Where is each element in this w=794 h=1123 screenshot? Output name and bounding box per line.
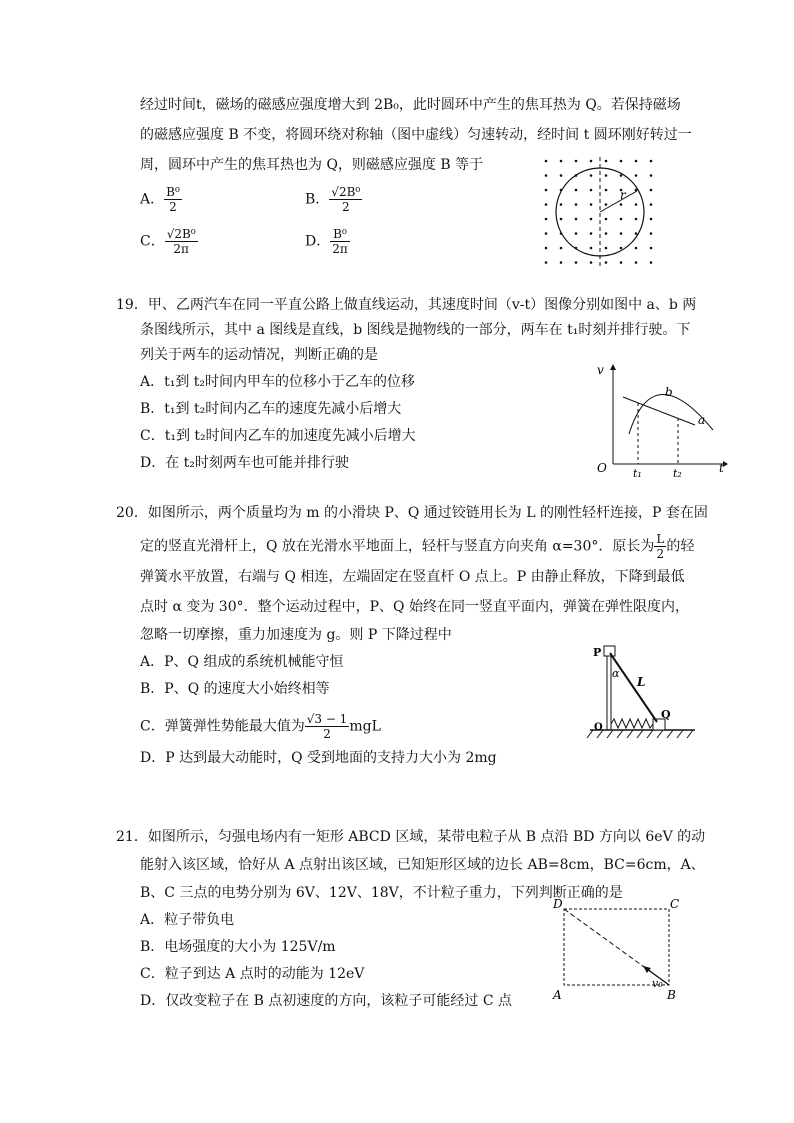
o-label: O [594, 722, 603, 733]
field-dot [605, 203, 608, 206]
alpha-label: α [612, 667, 620, 680]
v-axis-arrow [610, 364, 616, 370]
field-dot [590, 203, 593, 206]
label-c: C [670, 897, 680, 911]
q18-option-a: A． $\frac{\text{B⁰}}{2}$ [140, 185, 180, 214]
q21-option-d: D．仅改变粒子在 B 点初速度的方向，该粒子可能经过 C 点 [140, 993, 513, 1009]
field-dot [605, 247, 608, 250]
q19-option-d: D．在 t₂时刻两车也可能并排行驶 [140, 455, 349, 471]
q18-option-c: C． $\frac{\text{√2B⁰}}{2\pi}$ [140, 227, 196, 256]
q20-line-5: 忽略一切摩擦，重力加速度为 g。则 P 下降过程中 [140, 627, 452, 643]
q20-line-3: 弹簧水平放置，右端与 Q 相连，左端固定在竖直杆 O 点上。P 由静止释放，下降到最低 [140, 569, 685, 585]
q18-line-3: 周，圆环中产生的焦耳热也为 Q，则磁感应强度 B 等于 [140, 157, 484, 173]
block-p [604, 646, 615, 656]
q18-option-b: B． $\frac{\text{√2B⁰}}{2}$ [305, 185, 361, 214]
p-label: P [593, 646, 602, 659]
radius-line [600, 191, 637, 212]
field-dot [650, 232, 653, 235]
field-dot [575, 203, 578, 206]
b-label: b [665, 385, 673, 399]
field-dot [620, 261, 623, 264]
q19-option-a: A．t₁到 t₂时间内甲车的位移小于乙车的位移 [140, 374, 416, 390]
q21-option-b: B．电场强度的大小为 125V/m [140, 939, 336, 955]
field-dot [545, 189, 548, 192]
q20-mechanism-figure [585, 640, 700, 745]
label-b: B [667, 988, 676, 1002]
field-dot [545, 247, 548, 250]
field-dot [635, 218, 638, 221]
q18-line-1: 经过时间t，磁场的磁感应强度增大到 2B₀，此时圆环中产生的焦耳热为 Q。若保持磁场 [140, 97, 681, 113]
field-dot [590, 247, 593, 250]
field-dot [650, 189, 653, 192]
field-dot [635, 261, 638, 264]
field-dot [575, 189, 578, 192]
field-dot [635, 160, 638, 163]
q21-line-1: 21．如图所示，匀强电场内有一矩形 ABCD 区域，某带电粒子从 B 点沿 BD 方向以 6eV 的动 [116, 829, 706, 845]
field-dot [620, 247, 623, 250]
field-dot [545, 203, 548, 206]
field-dot [605, 189, 608, 192]
q18-ring-figure [540, 155, 660, 270]
field-dot [650, 218, 653, 221]
q20-line-2: 定的竖直光滑杆上，Q 放在光滑水平地面上，轻杆与竖直方向夹角 α=30°．原长为 $\frac{L}{2}$ 的轻 [140, 532, 695, 561]
q20-option-b: B．P、Q 的速度大小始终相等 [140, 681, 330, 697]
field-dot [545, 232, 548, 235]
field-dot [650, 203, 653, 206]
field-dot [635, 203, 638, 206]
field-dot [560, 174, 563, 177]
field-dot [635, 247, 638, 250]
q20-line-1: 20．如图所示，两个质量均为 m 的小滑块 P、Q 通过铰链用长为 L 的刚性轻杆连接，P 套在固 [116, 505, 708, 521]
field-dot [590, 160, 593, 163]
q20-option-c: C．弹簧弹性势能最大值为 $\frac{√3 - 1}{2}$ mgL [140, 712, 381, 741]
field-dot [605, 160, 608, 163]
vertical-rod [607, 646, 611, 730]
field-dot [545, 160, 548, 163]
field-dot [590, 174, 593, 177]
a-label: a [698, 413, 706, 427]
v-label: v [597, 363, 604, 377]
field-dot [620, 174, 623, 177]
field-dot [575, 218, 578, 221]
field-dot [620, 232, 623, 235]
v0-label: v₀ [652, 977, 663, 990]
field-dot [605, 232, 608, 235]
q21-option-c: C．粒子到达 A 点时的动能为 12eV [140, 966, 365, 982]
q20-option-d: D．P 达到最大动能时，Q 受到地面的支持力大小为 2mg [140, 750, 497, 766]
spring [611, 719, 653, 728]
field-dot [560, 247, 563, 250]
l-label: L [637, 675, 646, 689]
v0-arrowhead [643, 966, 651, 973]
q18-line-2: 的磁感应强度 B 不变，将圆环绕对称轴（图中虚线）匀速转动，经时间 t 圆环刚好转过一 [140, 127, 692, 143]
field-dot [590, 218, 593, 221]
field-dot [560, 218, 563, 221]
field-dot [635, 232, 638, 235]
field-dot [650, 160, 653, 163]
field-dot [575, 261, 578, 264]
field-dot [605, 174, 608, 177]
field-dot [545, 261, 548, 264]
magnetic-field-dots [545, 160, 653, 264]
field-dot [575, 160, 578, 163]
q21-line-3: B、C 三点的电势分别为 6V、12V、18V，不计粒子重力，下列判断正确的是 [140, 885, 623, 901]
q21-line-2: 能射入该区域，恰好从 A 点射出该区域，已知矩形区域的边长 AB=8cm，BC=6cm，A、 [140, 857, 705, 873]
label-d: D [553, 897, 563, 911]
q19-line-1: 19．甲、乙两汽车在同一平直公路上做直线运动，其速度时间（v-t）图像分别如图中 a、b 两 [116, 297, 697, 313]
q-label: Q [661, 708, 671, 721]
field-dot [650, 261, 653, 264]
field-dot [590, 189, 593, 192]
origin-label: O [597, 461, 607, 475]
t2-label: t₂ [673, 467, 682, 480]
field-dot [590, 261, 593, 264]
field-dot [560, 160, 563, 163]
q19-option-b: B．t₁到 t₂时间内乙车的速度先减小后增大 [140, 401, 402, 417]
q19-vt-graph [595, 362, 730, 480]
field-dot [605, 218, 608, 221]
t-label: t [719, 461, 724, 475]
radius-label: r [620, 188, 626, 202]
field-dot [650, 247, 653, 250]
field-dot [545, 218, 548, 221]
field-dot [635, 174, 638, 177]
field-dot [545, 174, 548, 177]
t1-label: t₁ [633, 467, 642, 480]
field-dot [575, 232, 578, 235]
ground-hatch [587, 730, 693, 738]
field-dot [650, 174, 653, 177]
field-dot [605, 261, 608, 264]
q19-option-c: C．t₁到 t₂时间内乙车的加速度先减小后增大 [140, 428, 416, 444]
field-dot [560, 261, 563, 264]
field-dot [590, 232, 593, 235]
field-dot [620, 218, 623, 221]
q21-option-a: A．粒子带负电 [140, 912, 235, 928]
q20-option-a: A．P、Q 组成的系统机械能守恒 [140, 654, 344, 670]
rigid-rod [610, 653, 657, 722]
field-dot [620, 203, 623, 206]
field-dot [560, 203, 563, 206]
field-dot [620, 160, 623, 163]
q19-line-2: 条图线所示，其中 a 图线是直线，b 图线是抛物线的一部分，两车在 t₁时刻并排行驶。下 [140, 322, 691, 338]
q21-rectangle-figure [548, 895, 688, 1005]
q19-line-3: 列关于两车的运动情况，判断正确的是 [140, 347, 378, 363]
label-a: A [553, 988, 562, 1002]
q20-line-4: 点时 α 变为 30°．整个运动过程中，P、Q 始终在同一竖直平面内，弹簧在弹性限度内， [140, 599, 689, 615]
q18-option-d: D． $\frac{\text{B⁰}}{2\pi}$ [305, 227, 348, 256]
